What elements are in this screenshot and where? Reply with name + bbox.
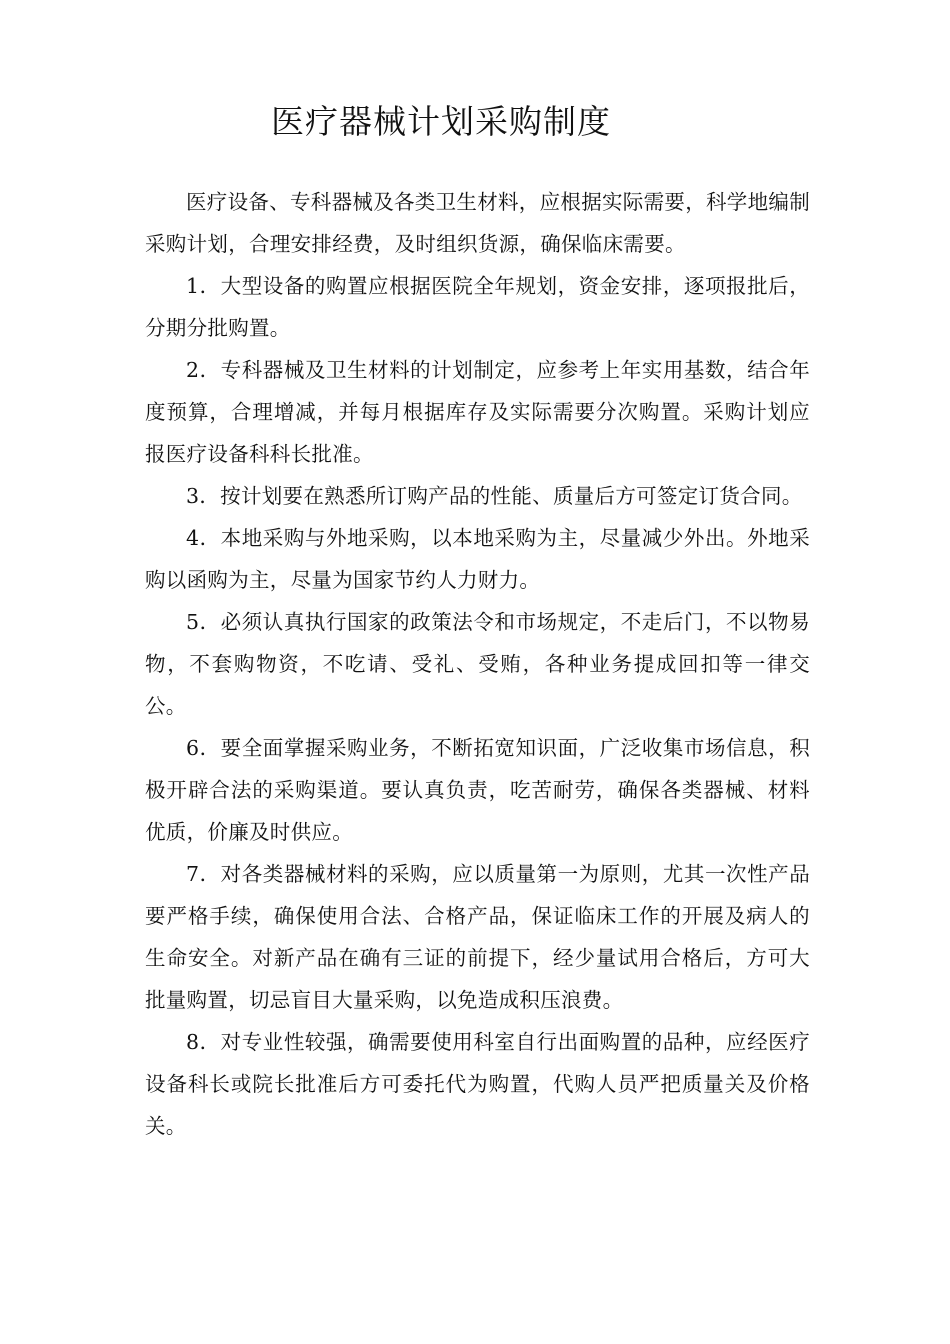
document-body bbox=[145, 181, 810, 1147]
document-title: 医疗器械计划采购制度 bbox=[271, 102, 611, 141]
rule-7-paragraph: 7．对各类器械材料的采购，应以质量第一为原则，尤其一次性产品要严格手续，确保使用合法、合格产品，保证临床工作的开展及病人的生命安全。对新产品在确有三证的前提下，经少量试用合格后，方可大批量购置，切忌盲目大量采购，以免造成积压浪费。 bbox=[145, 862, 810, 1012]
rule-1-paragraph: 1．大型设备的购置应根据医院全年规划，资金安排，逐项报批后，分期分批购置。 bbox=[145, 274, 810, 340]
rule-5-paragraph: 5．必须认真执行国家的政策法令和市场规定，不走后门，不以物易物，不套购物资，不吃请、受礼、受贿，各种业务提成回扣等一律交公。 bbox=[145, 610, 810, 718]
rule-3-paragraph: 3．按计划要在熟悉所订购产品的性能、质量后方可签定订货合同。 bbox=[186, 484, 803, 508]
rule-8-paragraph: 8．对专业性较强，确需要使用科室自行出面购置的品种，应经医疗设备科长或院长批准后方可委托代为购置，代购人员严把质量关及价格关。 bbox=[145, 1030, 810, 1138]
rule-2-paragraph: 2．专科器械及卫生材料的计划制定，应参考上年实用基数，结合年度预算，合理增减，并每月根据库存及实际需要分次购置。采购计划应报医疗设备科科长批准。 bbox=[145, 358, 810, 466]
intro-paragraph: 医疗设备、专科器械及各类卫生材料，应根据实际需要，科学地编制采购计划，合理安排经费，及时组织货源，确保临床需要。 bbox=[145, 190, 810, 256]
rule-6-paragraph: 6．要全面掌握采购业务，不断拓宽知识面，广泛收集市场信息，积极开辟合法的采购渠道。要认真负责，吃苦耐劳，确保各类器械、材料优质，价廉及时供应。 bbox=[145, 736, 810, 844]
rule-4-paragraph: 4．本地采购与外地采购，以本地采购为主，尽量减少外出。外地采购以函购为主，尽量为国家节约人力财力。 bbox=[145, 526, 810, 592]
